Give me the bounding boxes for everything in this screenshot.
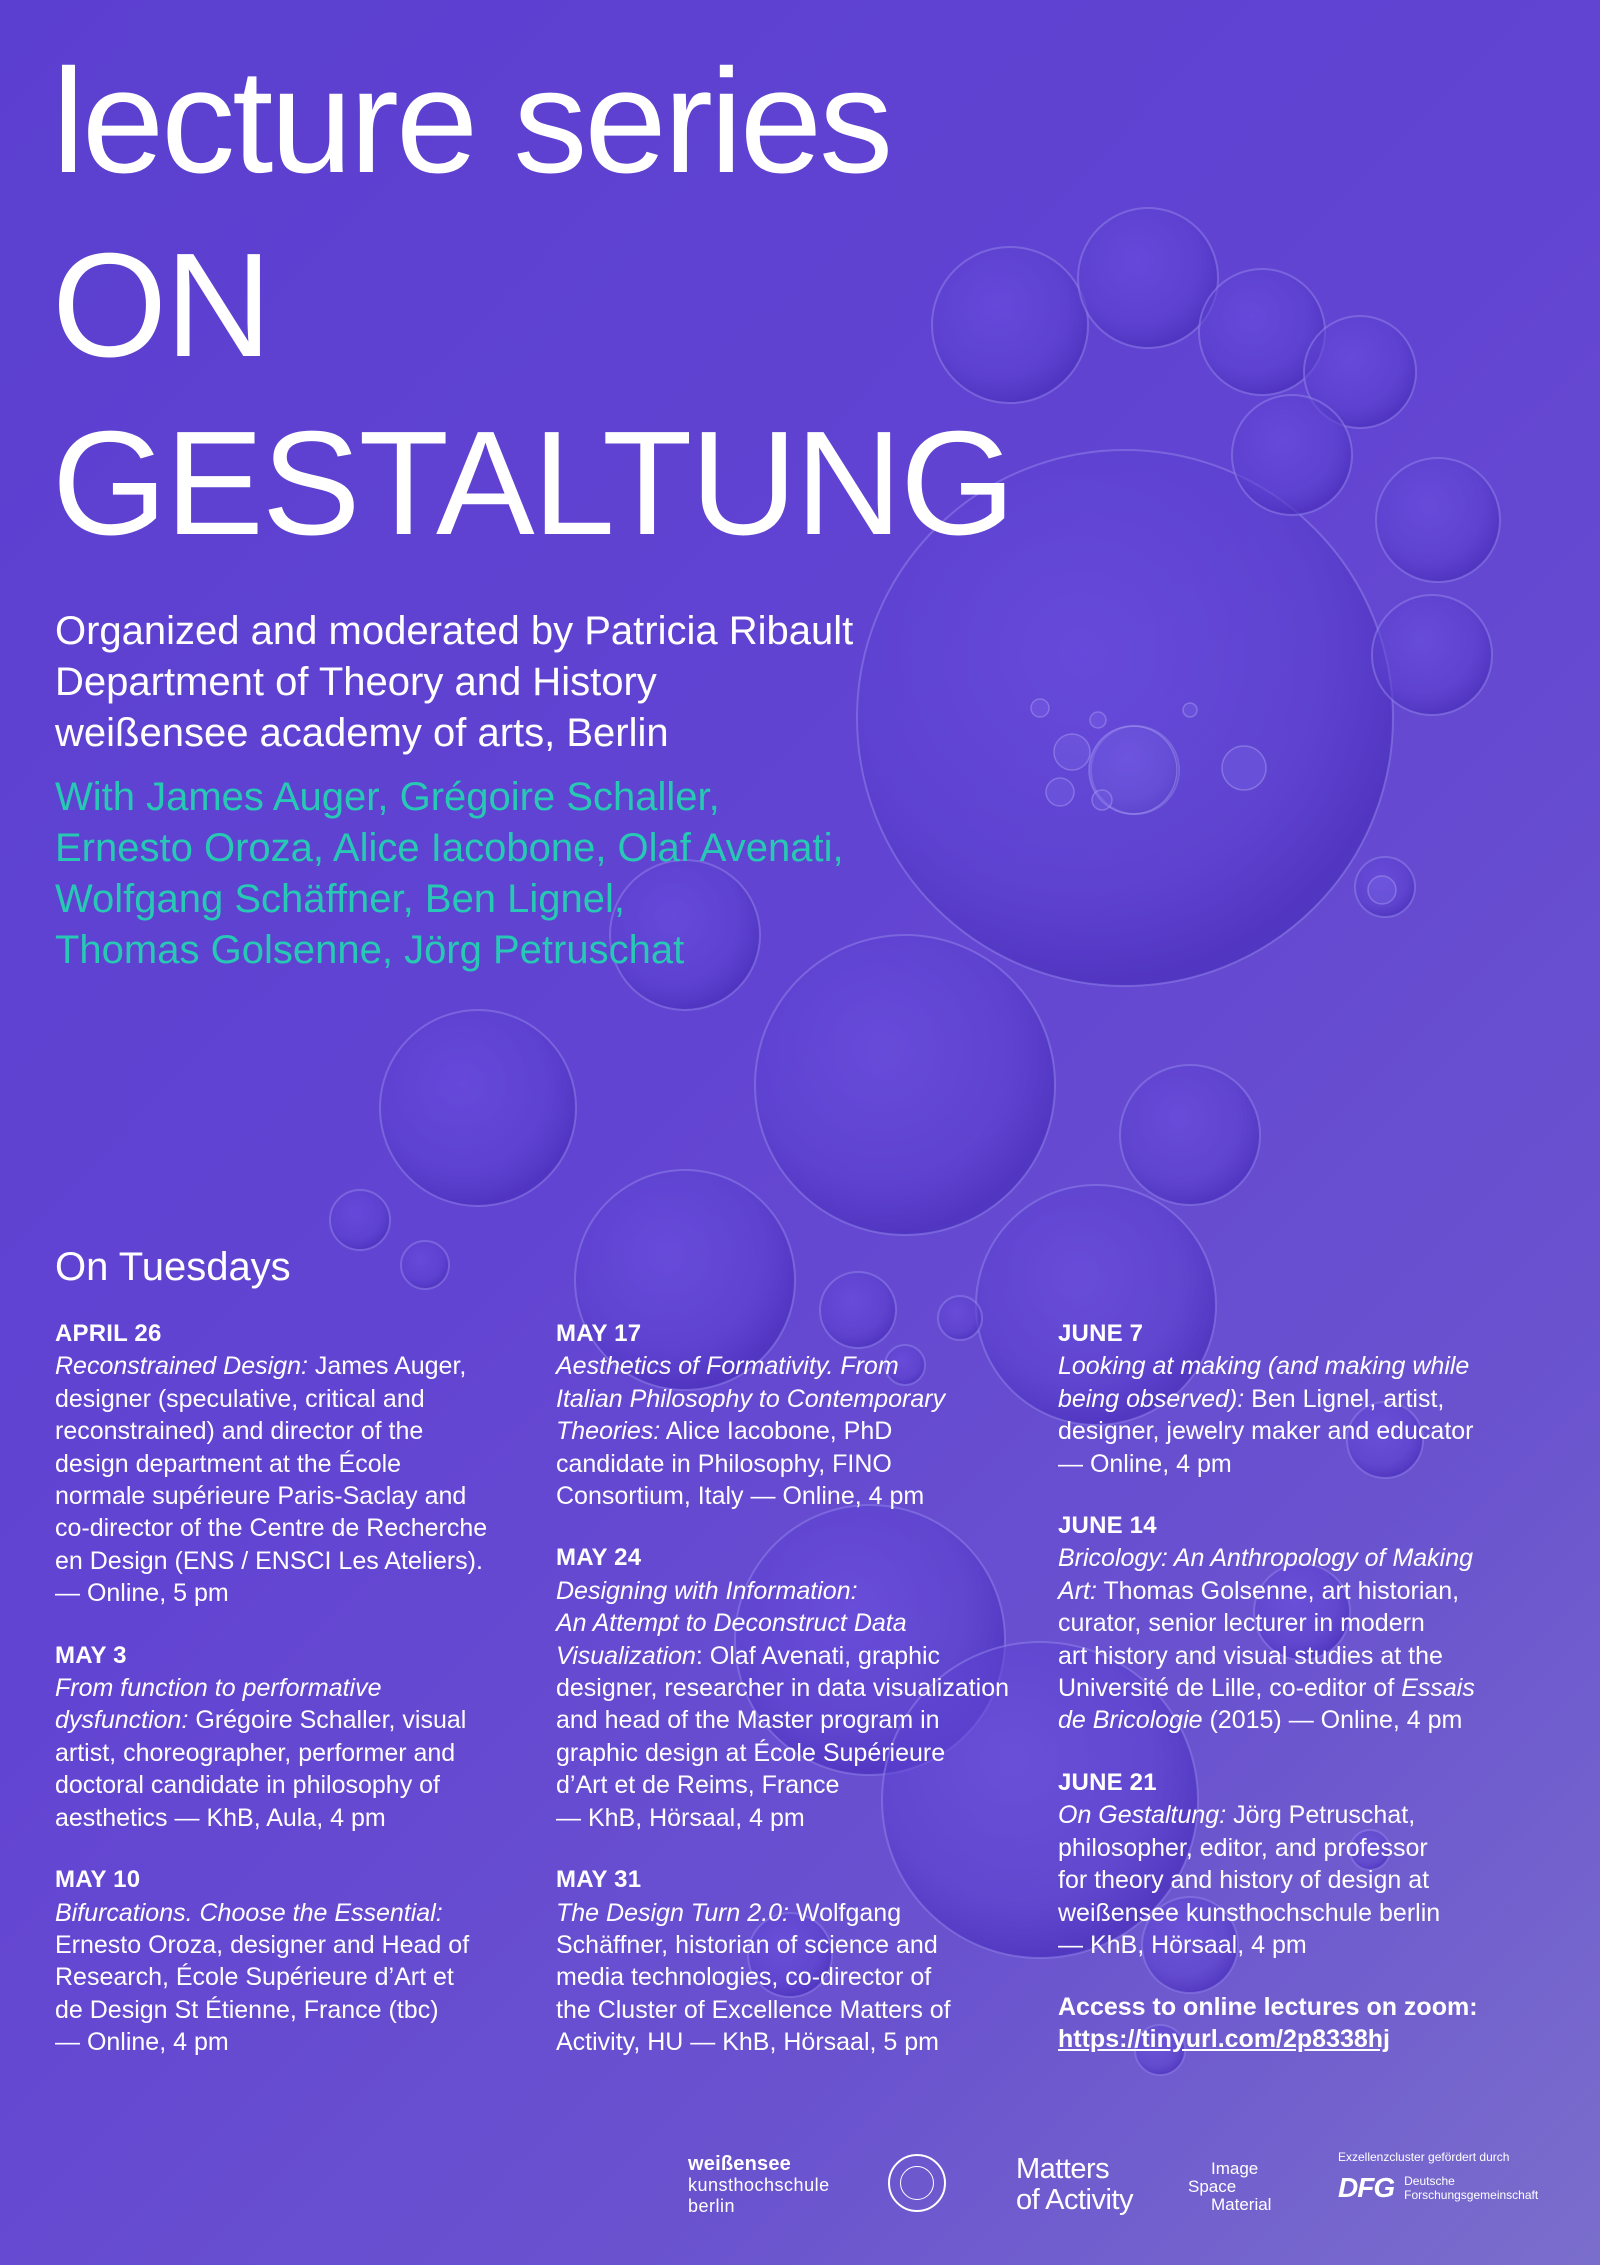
event-april-26	[55, 1318, 525, 1610]
dfg-name-line: Forschungsgemeinschaft	[1404, 2188, 1539, 2202]
speakers-block	[55, 772, 844, 976]
logo-text: Image	[1211, 2159, 1259, 2178]
logo-text: Space	[1188, 2177, 1237, 2196]
event-may-31	[556, 1864, 1026, 2058]
dfg-mark: DFG	[1338, 2172, 1395, 2203]
event-date: APRIL 26	[55, 1320, 162, 1347]
schedule-column-3	[1058, 1318, 1528, 2055]
event-text: media technologies, co-director of	[556, 1963, 932, 1992]
event-text: Grégoire Schaller, visual	[188, 1706, 467, 1735]
logo-text: Material	[1211, 2195, 1272, 2214]
dfg-name	[1404, 2174, 1538, 2202]
event-date: MAY 3	[55, 1641, 127, 1669]
event-text: designer, jewelry maker and educator	[1058, 1417, 1474, 1446]
book-title: de Bricologie	[1058, 1706, 1203, 1735]
event-text: art history and visual studies at the	[1058, 1641, 1443, 1670]
logo-text: of Activity	[1016, 2184, 1133, 2216]
event-text: de Design St Étienne, France (tbc)	[55, 1995, 439, 2024]
schedule-heading: On Tuesdays	[55, 1245, 291, 1289]
event-text: weißensee kunsthochschule berlin	[1058, 1898, 1441, 1927]
event-title: The Design Turn 2.0:	[556, 1898, 789, 1927]
event-text: Schäffner, historian of science and	[556, 1930, 938, 1959]
event-title: dysfunction:	[55, 1706, 189, 1735]
matters-of-activity-logo[interactable]	[1016, 2154, 1133, 2216]
event-text: curator, senior lecturer in modern	[1058, 1609, 1425, 1638]
event-date: MAY 24	[556, 1544, 642, 1572]
organizer-block	[55, 606, 853, 759]
event-text: reconstrained) and director of the	[55, 1417, 424, 1446]
department-line: Department of Theory and History	[55, 660, 657, 704]
event-title: Designing with Information:	[556, 1576, 858, 1605]
event-may-3	[55, 1640, 525, 1834]
event-title: Italian Philosophy to Contemporary	[556, 1384, 946, 1413]
event-text: co-director of the Centre de Recherche	[55, 1514, 488, 1543]
speakers-line: Thomas Golsenne, Jörg Petruschat	[55, 928, 685, 972]
event-text: doctoral candidate in philosophy of	[55, 1771, 440, 1800]
event-text: en Design (ENS / ENSCI Les Ateliers).	[55, 1546, 483, 1575]
event-text: normale supérieure Paris-Saclay and	[55, 1482, 467, 1511]
book-title: Essais	[1401, 1674, 1475, 1703]
logo-text: kunsthochschule	[688, 2175, 830, 2195]
event-text: philosopher, editor, and professor	[1058, 1833, 1428, 1862]
event-text: Thomas Golsenne, art historian,	[1096, 1576, 1460, 1605]
event-may-17	[556, 1318, 1026, 1512]
event-date: MAY 31	[556, 1866, 642, 1894]
event-text: graphic design at École Supérieure	[556, 1738, 946, 1767]
event-text: Ben Lignel, artist,	[1244, 1384, 1445, 1413]
event-title: being observed):	[1058, 1384, 1245, 1413]
footer-logos	[0, 2150, 1600, 2240]
event-title: From function to performative	[55, 1674, 382, 1703]
event-text: designer (speculative, critical and	[55, 1384, 425, 1413]
event-title: Aesthetics of Formativity. From	[556, 1352, 899, 1381]
event-text: aesthetics — KhB, Aula, 4 pm	[55, 1803, 386, 1832]
zoom-access	[1058, 1991, 1528, 2055]
title-line-2: ON	[52, 223, 270, 388]
dfg-logo[interactable]	[1338, 2150, 1538, 2204]
event-title: Looking at making (and making while	[1058, 1352, 1470, 1381]
event-title: Bricology: An Anthropology of Making	[1058, 1544, 1474, 1573]
weissensee-logo[interactable]	[688, 2154, 830, 2217]
event-text: (2015) — Online, 4 pm	[1202, 1706, 1463, 1735]
event-text: Alice Iacobone, PhD	[660, 1417, 893, 1446]
seal-portrait-icon	[900, 2166, 934, 2200]
schedule-column-1	[55, 1318, 525, 2089]
event-date: JUNE 21	[1058, 1768, 1157, 1796]
event-title: Art:	[1058, 1576, 1097, 1605]
event-text: James Auger,	[307, 1352, 467, 1381]
title-line-3: GESTALTUNG	[52, 401, 1014, 566]
event-title: On Gestaltung:	[1058, 1801, 1227, 1830]
academy-line: weißensee academy of arts, Berlin	[55, 711, 669, 755]
schedule-column-2	[556, 1318, 1026, 2089]
event-text: — Online, 4 pm	[1058, 1449, 1232, 1478]
event-title: Reconstrained Design:	[55, 1352, 308, 1381]
event-text: — KhB, Hörsaal, 4 pm	[1058, 1930, 1307, 1959]
event-june-21	[1058, 1767, 1528, 1961]
event-text: — Online, 5 pm	[55, 1579, 229, 1608]
logo-text: berlin	[688, 2196, 736, 2216]
logo-text: weißensee	[688, 2153, 791, 2175]
event-date: JUNE 14	[1058, 1512, 1157, 1540]
event-text: — Online, 4 pm	[55, 2028, 229, 2057]
event-date: MAY 17	[556, 1320, 642, 1347]
event-text: design department at the École	[55, 1449, 402, 1478]
zoom-link[interactable]: https://tinyurl.com/2p8338hj	[1058, 2025, 1391, 2054]
event-text: candidate in Philosophy, FINO	[556, 1449, 892, 1478]
event-may-10	[55, 1864, 525, 2058]
event-text: — KhB, Hörsaal, 4 pm	[556, 1803, 805, 1832]
event-text: Université de Lille, co-editor of	[1058, 1674, 1402, 1703]
event-title: Visualization	[556, 1641, 696, 1670]
title-line-1: lecture series	[52, 39, 891, 204]
event-text: for theory and history of design at	[1058, 1866, 1430, 1895]
event-text: and head of the Master program in	[556, 1706, 940, 1735]
event-title: Bifurcations. Choose the Essential:	[55, 1898, 443, 1927]
logo-text: Matters	[1016, 2153, 1110, 2185]
event-text: Ernesto Oroza, designer and Head of	[55, 1930, 470, 1959]
event-title: Theories:	[556, 1417, 661, 1446]
event-text: Jörg Petruschat,	[1226, 1801, 1416, 1830]
dfg-caption: Exzellenzcluster gefördert durch	[1338, 2150, 1510, 2164]
image-space-material-logo	[1188, 2159, 1272, 2214]
zoom-access-label: Access to online lectures on zoom:	[1058, 1993, 1478, 2022]
event-date: JUNE 7	[1058, 1320, 1144, 1347]
event-june-7	[1058, 1318, 1528, 1480]
event-text: d’Art et de Reims, France	[556, 1771, 840, 1800]
organizer-line: Organized and moderated by Patricia Ribault	[55, 609, 854, 653]
humboldt-university-seal-icon[interactable]	[888, 2154, 946, 2212]
event-text: Research, École Supérieure d’Art et	[55, 1963, 454, 1992]
event-text: : Olaf Avenati, graphic	[695, 1641, 941, 1670]
event-text: Activity, HU — KhB, Hörsaal, 5 pm	[556, 2028, 939, 2057]
event-title: An Attempt to Deconstruct Data	[556, 1609, 907, 1638]
event-text: the Cluster of Excellence Matters of	[556, 1995, 951, 2024]
event-text: Wolfgang	[788, 1898, 902, 1927]
speakers-line: With James Auger, Grégoire Schaller,	[55, 775, 720, 819]
speakers-line: Wolfgang Schäffner, Ben Lignel,	[55, 877, 626, 921]
event-text: artist, choreographer, performer and	[55, 1738, 456, 1767]
event-date: MAY 10	[55, 1866, 141, 1894]
dfg-name-line: Deutsche	[1404, 2174, 1455, 2188]
event-text: designer, researcher in data visualization	[556, 1674, 1010, 1703]
event-may-24	[556, 1542, 1026, 1834]
event-june-14	[1058, 1510, 1528, 1737]
speakers-line: Ernesto Oroza, Alice Iacobone, Olaf Avenati,	[55, 826, 844, 870]
event-text: Consortium, Italy — Online, 4 pm	[556, 1482, 925, 1511]
